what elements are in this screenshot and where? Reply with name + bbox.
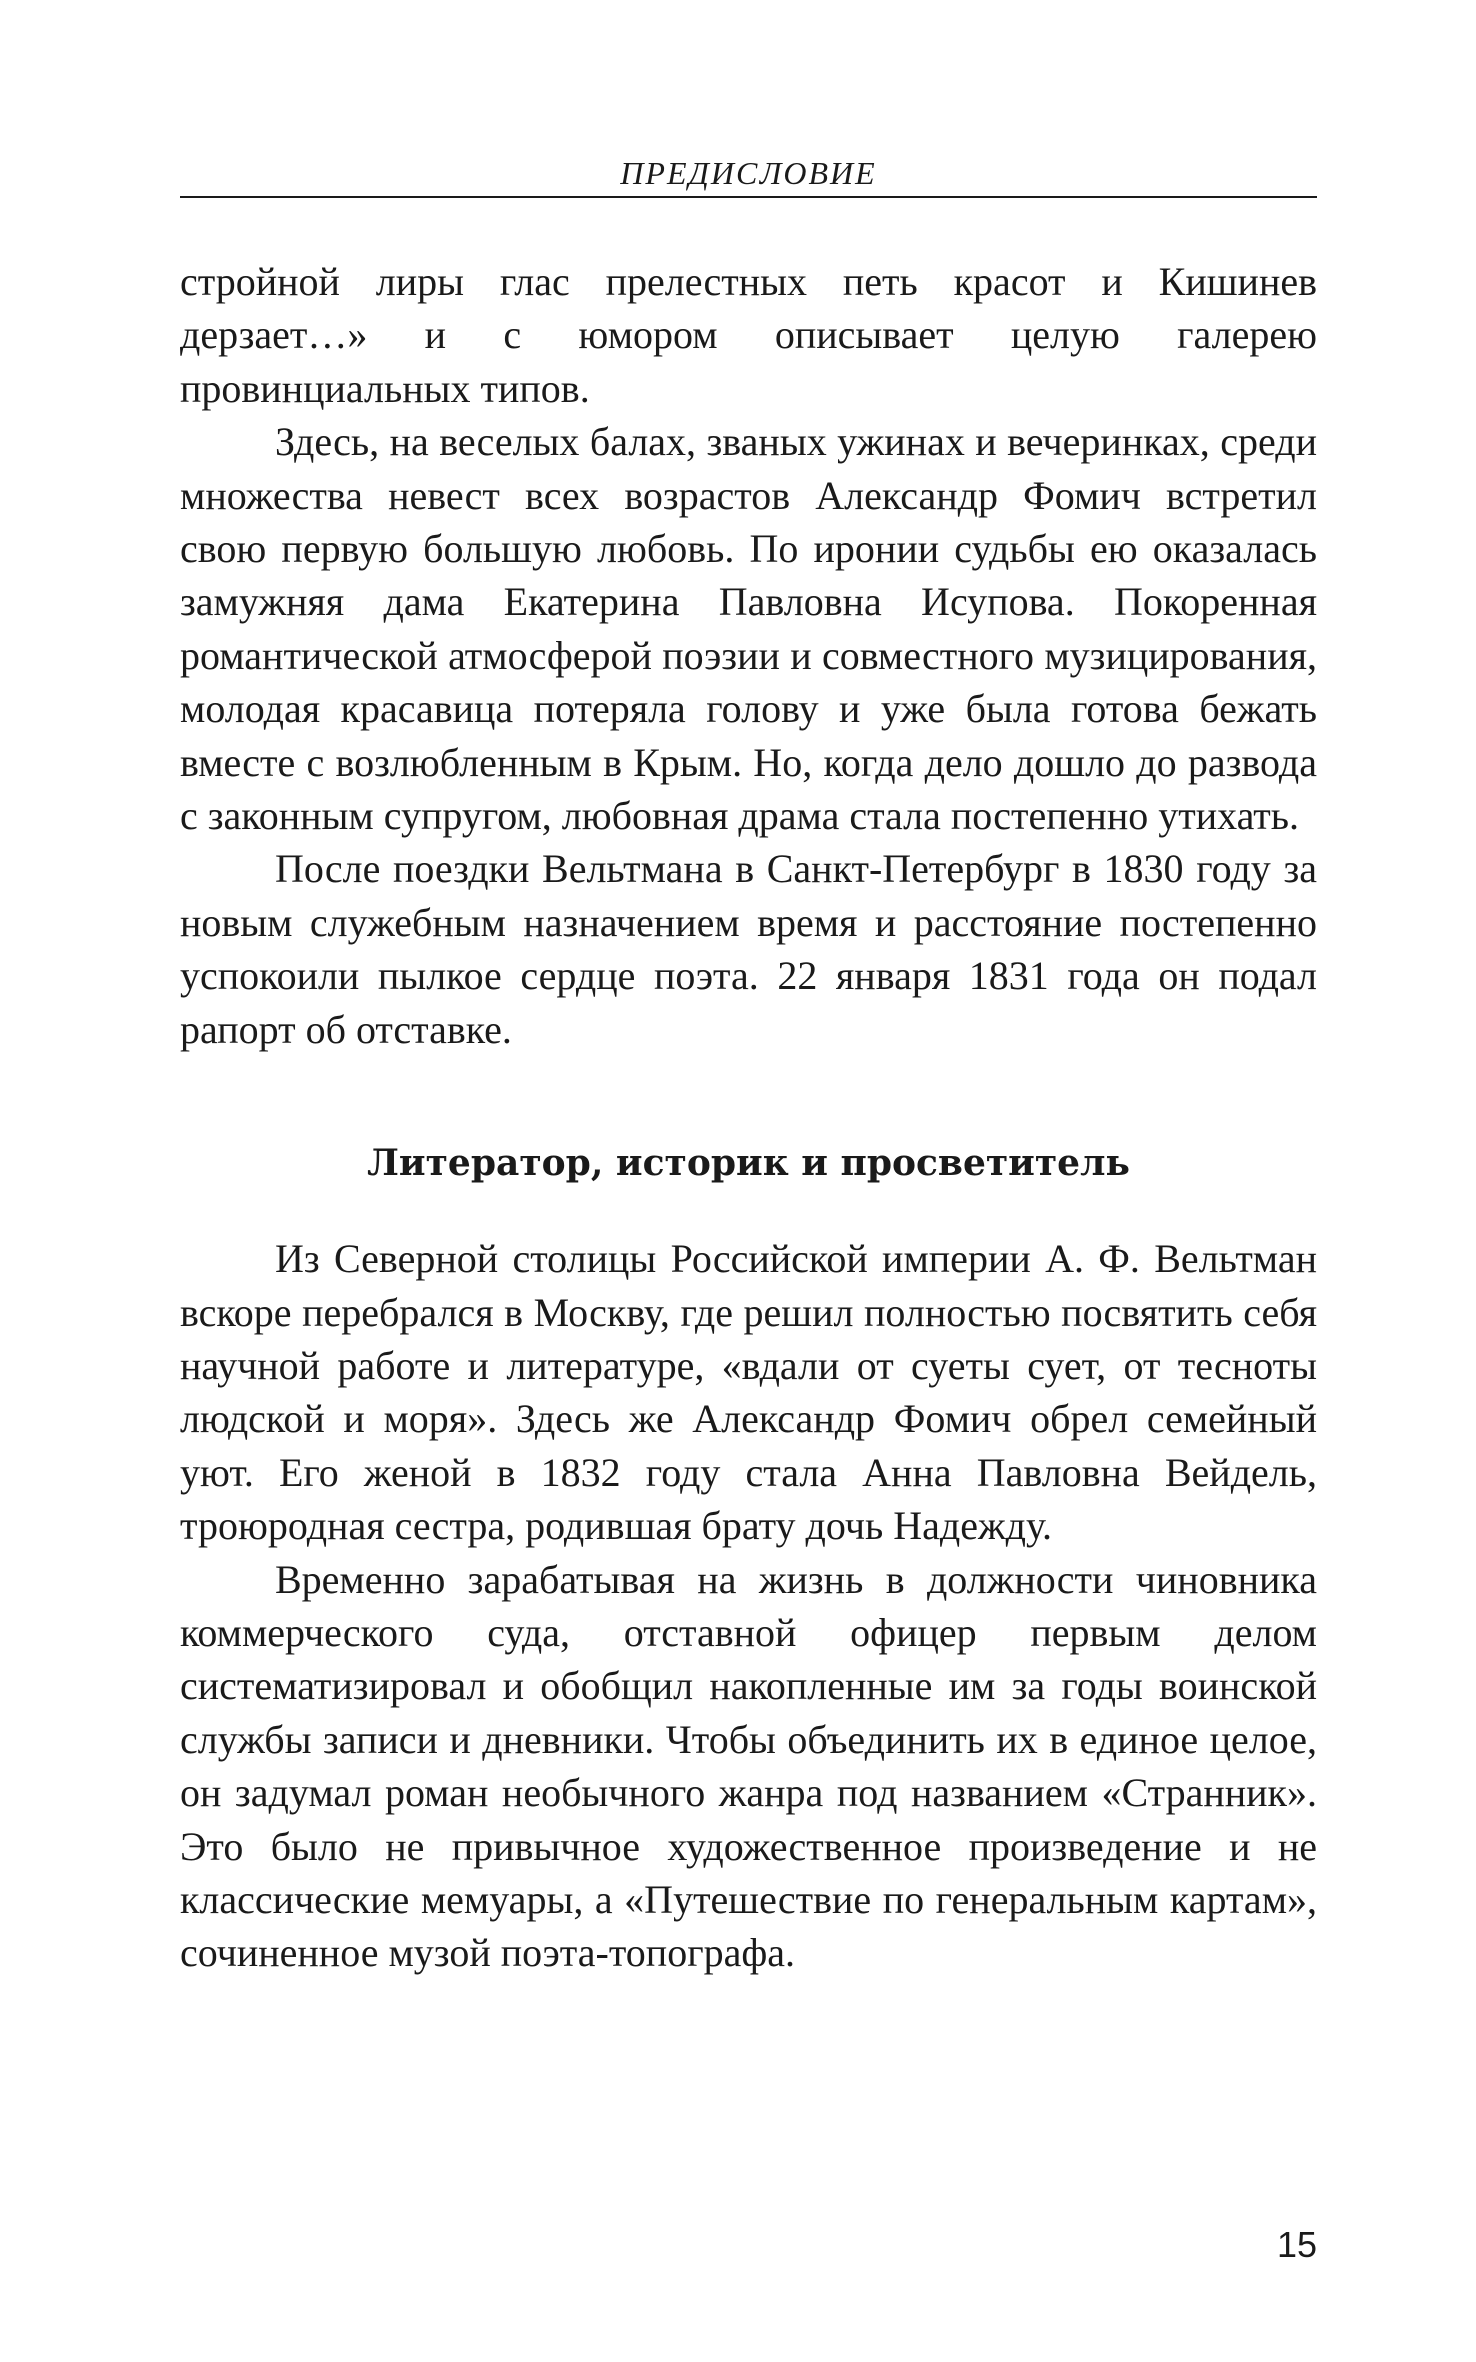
running-head: ПРЕДИСЛОВИЕ <box>620 155 877 191</box>
paragraph: Временно зарабатывая на жизнь в должности чиновника коммерческого суда, отставной офицер первым делом систематизировал и обобщил накопленные им за годы воинской службы записи и дневники. Чтобы объединить их в единое целое, он задумал роман необычного жанра под названием «Странник». Это было не привычное художественное произведение и не классические мемуары, а «Путешествие по генеральным картам», сочиненное музой поэта-топографа. <box>180 1556 1317 1976</box>
paragraph: После поездки Вельтмана в Санкт-Петербург в 1830 году за новым служебным назначением время и расстояние постепенно успокоили пылкое сердце поэта. 22 января 1831 года он подал рапорт об отставке. <box>180 846 1317 1052</box>
paragraph: Из Северной столицы Российской империи А. Ф. Вельтман вскоре перебрался в Москву, где решил полностью посвятить себя научной работе и литературе, «вдали от суеты сует, от тесноты людской и моря». Здесь же Александр Фомич обрел семейный уют. Его женой в 1832 году стала Анна Павловна Вейдель, троюродная сестра, родившая брату дочь Надежду. <box>180 1236 1317 1549</box>
page-number: 15 <box>1276 2224 1317 2265</box>
header-rule <box>180 196 1317 198</box>
paragraph: Здесь, на веселых балах, званых ужинах и вечеринках, среди множества невест всех возрастов Александр Фомич встретил свою первую большую любовь. По иронии судьбы ею оказалась замужняя дама Екатерина Павловна Исупова. Покоренная романтической атмосферой поэзии и совместного музицирования, молодая красавица потеряла голову и уже была готова бежать вместе с возлюбленным в Крым. Но, когда дело дошло до развода с законным супругом, любовная драма стала постепенно утихать. <box>180 419 1317 839</box>
section-title: Литератор, историк и просветитель <box>367 1142 1130 1185</box>
body-text <box>180 255 1317 1980</box>
paragraph-continuation: стройной лиры глас прелестных петь красот и Кишинев дерзает…» и с юмором описывает целую галерею провинциальных типов. <box>180 259 1317 411</box>
